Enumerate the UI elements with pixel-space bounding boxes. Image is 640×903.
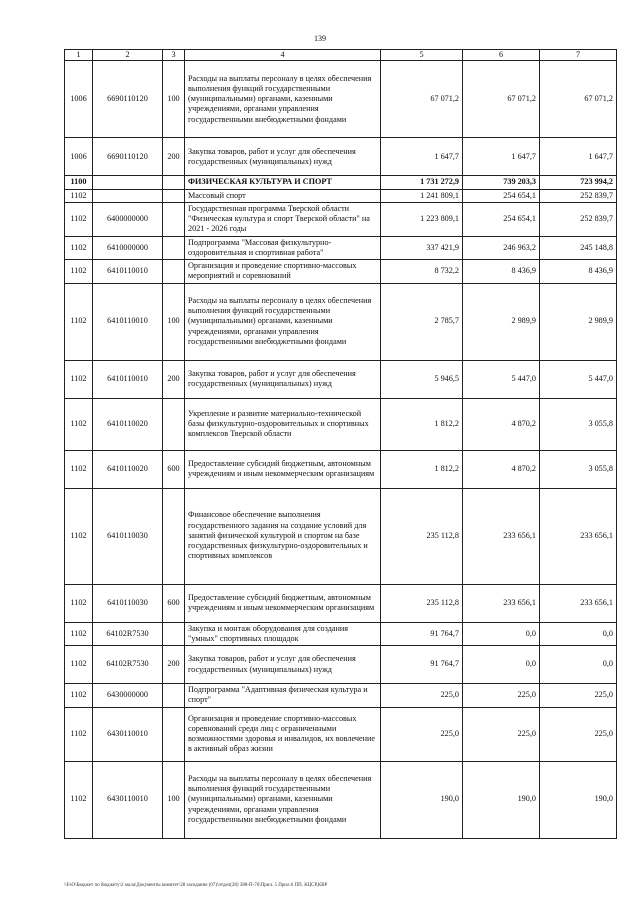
amount-2022-cell: 190,0 (463, 761, 540, 838)
code-cell: 1006 (65, 61, 93, 138)
amount-2022-cell: 0,0 (463, 646, 540, 684)
code-cell: 1102 (65, 761, 93, 838)
amount-2023-cell: 245 148,8 (540, 236, 617, 260)
target-code-cell: 6430110010 (93, 707, 163, 761)
amount-2022-cell: 225,0 (463, 707, 540, 761)
expense-type-cell (163, 398, 185, 450)
expense-type-cell: 200 (163, 138, 185, 176)
expense-type-cell (163, 684, 185, 708)
description-cell: Предоставление субсидий бюджетным, автономным учреждениям и иным некоммерческим организациям (185, 450, 381, 488)
target-code-cell: 6400000000 (93, 202, 163, 236)
table-row (65, 138, 617, 176)
target-code-cell: 6410110030 (93, 584, 163, 622)
amount-2022-cell: 246 963,2 (463, 236, 540, 260)
table-row (65, 260, 617, 284)
file-path-footer: \\FsO\Бюджет по бюджету\2 мала\Документы комитет\28 заседание (07)\отдел(28) 388-П-76\Прил. 5 Прил.6 ПП. КЦСР,КВР (64, 883, 328, 888)
amount-2021-cell: 2 785,7 (381, 283, 463, 360)
amount-2021-cell: 337 421,9 (381, 236, 463, 260)
amount-2021-cell: 225,0 (381, 707, 463, 761)
code-cell: 1102 (65, 283, 93, 360)
target-code-cell: 6410000000 (93, 236, 163, 260)
table-row (65, 707, 617, 761)
expense-type-cell (163, 202, 185, 236)
code-cell: 1102 (65, 398, 93, 450)
header-cell: 6 (463, 50, 540, 61)
code-cell: 1102 (65, 189, 93, 202)
expense-type-cell (163, 622, 185, 646)
amount-2022-cell: 254 654,1 (463, 202, 540, 236)
table-row (65, 584, 617, 622)
description-cell: Подпрограмма "Массовая физкультурно-оздоровительная и спортивная работа" (185, 236, 381, 260)
target-code-cell (93, 189, 163, 202)
description-cell: Массовый спорт (185, 189, 381, 202)
target-code-cell: 6690110120 (93, 138, 163, 176)
expense-type-cell (163, 260, 185, 284)
amount-2021-cell: 1 812,2 (381, 398, 463, 450)
expense-type-cell (163, 176, 185, 189)
expense-type-cell (163, 236, 185, 260)
target-code-cell (93, 176, 163, 189)
amount-2022-cell: 2 989,9 (463, 283, 540, 360)
amount-2023-cell: 67 071,2 (540, 61, 617, 138)
amount-2022-cell: 739 203,3 (463, 176, 540, 189)
target-code-cell: 6430000000 (93, 684, 163, 708)
amount-2021-cell: 235 112,8 (381, 584, 463, 622)
amount-2023-cell: 190,0 (540, 761, 617, 838)
table-row (65, 189, 617, 202)
table-row (65, 646, 617, 684)
header-cell: 4 (185, 50, 381, 61)
header-cell: 7 (540, 50, 617, 61)
expense-type-cell: 200 (163, 646, 185, 684)
code-cell: 1102 (65, 707, 93, 761)
description-cell: Расходы на выплаты персоналу в целях обеспечения выполнения функций государственными (муниципальными) органами, казенными учреждениями, органами управления государственными внебюджетными фондами (185, 61, 381, 138)
amount-2023-cell: 252 839,7 (540, 189, 617, 202)
amount-2023-cell: 233 656,1 (540, 584, 617, 622)
amount-2022-cell: 8 436,9 (463, 260, 540, 284)
amount-2021-cell: 190,0 (381, 761, 463, 838)
table-row (65, 283, 617, 360)
amount-2022-cell: 67 071,2 (463, 61, 540, 138)
amount-2022-cell: 0,0 (463, 622, 540, 646)
table-row (65, 450, 617, 488)
code-cell: 1102 (65, 584, 93, 622)
description-cell: Организация и проведение спортивно-массовых мероприятий и соревнований (185, 260, 381, 284)
amount-2021-cell: 1 812,2 (381, 450, 463, 488)
description-cell: Государственная программа Тверской области "Физическая культура и спорт Тверской области" на 2021 - 2026 годы (185, 202, 381, 236)
description-cell: Укрепление и развитие материально-технической базы физкультурно-оздоровительных и спортивных комплексов Тверской области (185, 398, 381, 450)
code-cell: 1102 (65, 202, 93, 236)
amount-2022-cell: 4 870,2 (463, 450, 540, 488)
description-cell: Закупка товаров, работ и услуг для обеспечения государственных (муниципальных) нужд (185, 138, 381, 176)
header-cell: 5 (381, 50, 463, 61)
table-row (65, 360, 617, 398)
description-cell: Расходы на выплаты персоналу в целях обеспечения выполнения функций государственными (муниципальными) органами, казенными учреждениями, органами управления государственными внебюджетными фондами (185, 761, 381, 838)
header-cell: 3 (163, 50, 185, 61)
code-cell: 1102 (65, 622, 93, 646)
budget-table (64, 49, 617, 839)
target-code-cell: 6410110010 (93, 260, 163, 284)
code-cell: 1006 (65, 138, 93, 176)
expense-type-cell: 100 (163, 761, 185, 838)
header-cell: 1 (65, 50, 93, 61)
code-cell: 1102 (65, 360, 93, 398)
target-code-cell: 6410110020 (93, 398, 163, 450)
target-code-cell: 64102R7530 (93, 646, 163, 684)
code-cell: 1102 (65, 236, 93, 260)
amount-2023-cell: 2 989,9 (540, 283, 617, 360)
description-cell: Закупка товаров, работ и услуг для обеспечения государственных (муниципальных) нужд (185, 360, 381, 398)
target-code-cell: 6690110120 (93, 61, 163, 138)
code-cell: 1102 (65, 260, 93, 284)
amount-2022-cell: 4 870,2 (463, 398, 540, 450)
amount-2022-cell: 225,0 (463, 684, 540, 708)
amount-2023-cell: 723 994,2 (540, 176, 617, 189)
table-row (65, 622, 617, 646)
expense-type-cell: 600 (163, 584, 185, 622)
amount-2023-cell: 0,0 (540, 622, 617, 646)
amount-2023-cell: 1 647,7 (540, 138, 617, 176)
amount-2022-cell: 233 656,1 (463, 488, 540, 584)
expense-type-cell: 200 (163, 360, 185, 398)
amount-2021-cell: 1 223 809,1 (381, 202, 463, 236)
description-cell: Предоставление субсидий бюджетным, автономным учреждениям и иным некоммерческим организациям (185, 584, 381, 622)
description-cell: Закупка и монтаж оборудования для создания "умных" спортивных площадок (185, 622, 381, 646)
code-cell: 1102 (65, 488, 93, 584)
target-code-cell: 6410110020 (93, 450, 163, 488)
amount-2023-cell: 3 055,8 (540, 398, 617, 450)
expense-type-cell: 100 (163, 61, 185, 138)
code-cell: 1100 (65, 176, 93, 189)
amount-2023-cell: 252 839,7 (540, 202, 617, 236)
amount-2023-cell: 233 656,1 (540, 488, 617, 584)
table-row (65, 761, 617, 838)
description-cell: Подпрограмма "Адаптивная физическая культура и спорт" (185, 684, 381, 708)
amount-2021-cell: 67 071,2 (381, 61, 463, 138)
code-cell: 1102 (65, 684, 93, 708)
amount-2021-cell: 1 647,7 (381, 138, 463, 176)
description-cell: Закупка товаров, работ и услуг для обеспечения государственных (муниципальных) нужд (185, 646, 381, 684)
expense-type-cell (163, 189, 185, 202)
table-row (65, 176, 617, 189)
amount-2021-cell: 1 731 272,9 (381, 176, 463, 189)
description-cell: Финансовое обеспечение выполнения государственного задания на создание условий для занятий физической культурой и спортом на базе государственных физкультурно-оздоровительных и спортивных комплексов (185, 488, 381, 584)
amount-2023-cell: 3 055,8 (540, 450, 617, 488)
amount-2023-cell: 8 436,9 (540, 260, 617, 284)
amount-2023-cell: 5 447,0 (540, 360, 617, 398)
description-cell: ФИЗИЧЕСКАЯ КУЛЬТУРА И СПОРТ (185, 176, 381, 189)
amount-2021-cell: 8 732,2 (381, 260, 463, 284)
page-number: 139 (314, 34, 326, 43)
table-row (65, 236, 617, 260)
header-cell: 2 (93, 50, 163, 61)
amount-2023-cell: 225,0 (540, 684, 617, 708)
target-code-cell: 6410110010 (93, 283, 163, 360)
amount-2021-cell: 91 764,7 (381, 646, 463, 684)
amount-2023-cell: 225,0 (540, 707, 617, 761)
target-code-cell: 6430110010 (93, 761, 163, 838)
amount-2021-cell: 91 764,7 (381, 622, 463, 646)
table-row (65, 488, 617, 584)
amount-2023-cell: 0,0 (540, 646, 617, 684)
amount-2022-cell: 233 656,1 (463, 584, 540, 622)
description-cell: Расходы на выплаты персоналу в целях обеспечения выполнения функций государственными (муниципальными) органами, казенными учреждениями, органами управления государственными внебюджетными фондами (185, 283, 381, 360)
table-row (65, 684, 617, 708)
amount-2022-cell: 1 647,7 (463, 138, 540, 176)
table-row (65, 202, 617, 236)
expense-type-cell (163, 488, 185, 584)
table-row (65, 398, 617, 450)
description-cell: Организация и проведение спортивно-массовых соревнований среди лиц с ограниченными возможностями здоровья и инвалидов, их вовлечение в активный образ жизни (185, 707, 381, 761)
amount-2021-cell: 1 241 809,1 (381, 189, 463, 202)
table-header-row (65, 50, 617, 61)
amount-2022-cell: 5 447,0 (463, 360, 540, 398)
amount-2021-cell: 5 946,5 (381, 360, 463, 398)
amount-2021-cell: 225,0 (381, 684, 463, 708)
target-code-cell: 64102R7530 (93, 622, 163, 646)
amount-2021-cell: 235 112,8 (381, 488, 463, 584)
table-row (65, 61, 617, 138)
amount-2022-cell: 254 654,1 (463, 189, 540, 202)
expense-type-cell: 100 (163, 283, 185, 360)
code-cell: 1102 (65, 646, 93, 684)
expense-type-cell: 600 (163, 450, 185, 488)
code-cell: 1102 (65, 450, 93, 488)
target-code-cell: 6410110030 (93, 488, 163, 584)
expense-type-cell (163, 707, 185, 761)
target-code-cell: 6410110010 (93, 360, 163, 398)
